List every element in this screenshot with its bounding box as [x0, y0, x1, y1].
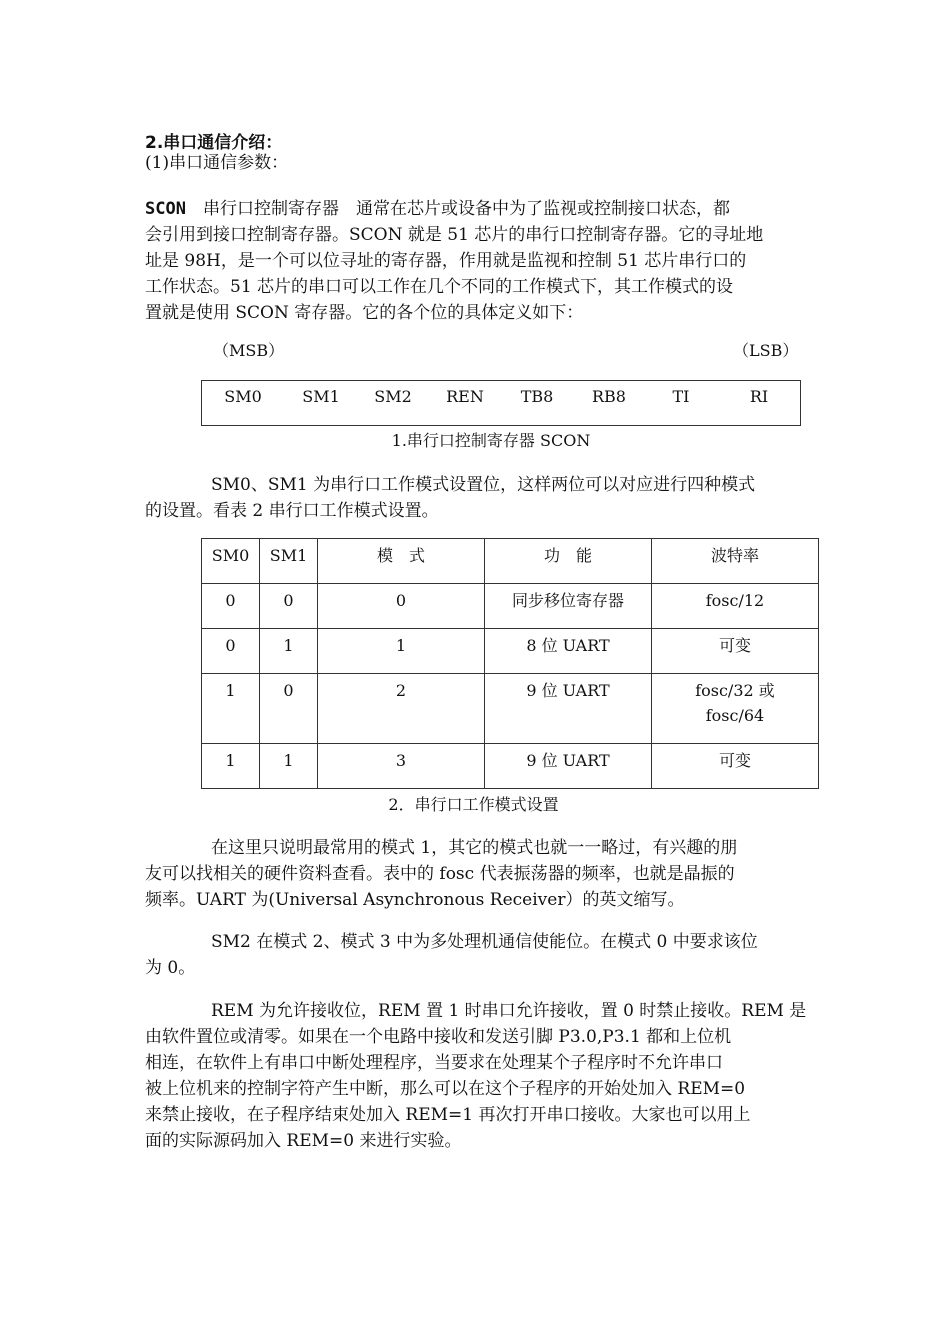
rem-paragraph	[145, 998, 810, 1154]
table-cell: 1	[202, 674, 260, 744]
table-cell: 1	[260, 744, 318, 789]
header-cell: SM0	[202, 539, 260, 584]
mode1-line: 在这里只说明最常用的模式 1，其它的模式也就一一略过，有兴趣的朋	[211, 838, 738, 858]
register-bit: SM0	[224, 387, 262, 406]
table-cell: 0	[202, 629, 260, 674]
table-cell: fosc/12	[652, 584, 819, 629]
baud-line: fosc/32 或	[695, 681, 775, 700]
lsb-label: （LSB）	[733, 341, 799, 360]
register-bit: RI	[749, 387, 769, 406]
register-bit: RB8	[592, 387, 626, 406]
header-cell: SM1	[260, 539, 318, 584]
subsection-title: (1)串口通信参数：	[145, 153, 289, 173]
table-row	[202, 744, 819, 789]
rem-line: 被上位机来的控制字符产生中断，那么可以在这个子程序的开始处加入 REM=0	[145, 1079, 746, 1099]
table-cell: 8 位 UART	[485, 629, 652, 674]
intro-paragraph	[145, 196, 810, 326]
mode1-line: 友可以找相关的硬件资料查看。表中的 fosc 代表振荡器的频率，也就是晶振的	[145, 864, 735, 884]
header-cell: 模 式	[318, 539, 485, 584]
table-cell: 9 位 UART	[485, 674, 652, 744]
section-title: 2.串口通信介绍：	[145, 133, 283, 153]
mode-table	[201, 538, 819, 789]
table-cell: 0	[260, 584, 318, 629]
mode1-line: 频率。UART 为(Universal Asynchronous Receiver）的英文缩写。	[145, 890, 685, 910]
rem-line: 由软件置位或清零。如果在一个电路中接收和发送引脚 P3.0,P3.1 都和上位机	[145, 1027, 732, 1047]
intro-line: 会引用到接口控制寄存器。SCON 就是 51 芯片的串行口控制寄存器。它的寻址地	[145, 225, 764, 245]
table-cell: 0	[202, 584, 260, 629]
sm2-paragraph	[145, 929, 810, 981]
table-cell: 0	[318, 584, 485, 629]
rem-line: 面的实际源码加入 REM=0 来进行实验。	[145, 1131, 462, 1151]
register-bit: REN	[446, 387, 484, 406]
intro-line: 址是 98H，是一个可以位寻址的寄存器，作用就是监视和控制 51 芯片串行口的	[145, 251, 747, 271]
table-cell: 1	[260, 629, 318, 674]
table-cell: 0	[260, 674, 318, 744]
header-cell: 功 能	[485, 539, 652, 584]
table-row	[202, 674, 819, 744]
baud-line: fosc/64	[705, 706, 765, 725]
table-cell: 同步移位寄存器	[485, 584, 652, 629]
header-cell: 波特率	[652, 539, 819, 584]
table-cell: 1	[202, 744, 260, 789]
sm-line: SM0、SM1 为串行口工作模式设置位，这样两位可以对应进行四种模式	[211, 475, 756, 495]
intro-line: 工作状态。51 芯片的串口可以工作在几个不同的工作模式下，其工作模式的设	[145, 277, 734, 297]
register-caption: 1.串行口控制寄存器 SCON	[391, 431, 591, 450]
table-cell: 1	[318, 629, 485, 674]
register-bit: TB8	[520, 387, 554, 406]
sm-paragraph	[145, 472, 810, 524]
register-bit: SM2	[374, 387, 412, 406]
table-cell: 3	[318, 744, 485, 789]
table-header-row	[202, 539, 819, 584]
table-cell: 可变	[652, 744, 819, 789]
table-row	[202, 584, 819, 629]
scon-keyword: SCON	[145, 199, 186, 219]
table-cell: 9 位 UART	[485, 744, 652, 789]
table-cell: 可变	[652, 629, 819, 674]
mode1-paragraph	[145, 835, 810, 913]
scon-register-diagram	[201, 380, 801, 426]
register-bit: TI	[672, 387, 690, 406]
sm2-line: 为 0。	[145, 958, 196, 978]
register-bit: SM1	[302, 387, 340, 406]
table-cell: 2	[318, 674, 485, 744]
msb-label: （MSB）	[213, 341, 285, 360]
table-row	[202, 629, 819, 674]
intro-line: 置就是使用 SCON 寄存器。它的各个位的具体定义如下：	[145, 303, 584, 323]
intro-line: 串行口控制寄存器 通常在芯片或设备中为了监视或控制接口状态，都	[185, 199, 730, 219]
table-cell	[652, 674, 819, 744]
rem-line: 来禁止接收，在子程序结束处加入 REM=1 再次打开串口接收。大家也可以用上	[145, 1105, 751, 1125]
sm2-line: SM2 在模式 2、模式 3 中为多处理机通信使能位。在模式 0 中要求该位	[211, 932, 758, 952]
sm-line: 的设置。看表 2 串行口工作模式设置。	[145, 501, 439, 521]
table-caption: 2．串行口工作模式设置	[388, 795, 559, 814]
rem-line: REM 为允许接收位，REM 置 1 时串口允许接收，置 0 时禁止接收。REM 是	[211, 1001, 807, 1021]
rem-line: 相连，在软件上有串口中断处理程序，当要求在处理某个子程序时不允许串口	[145, 1053, 723, 1073]
